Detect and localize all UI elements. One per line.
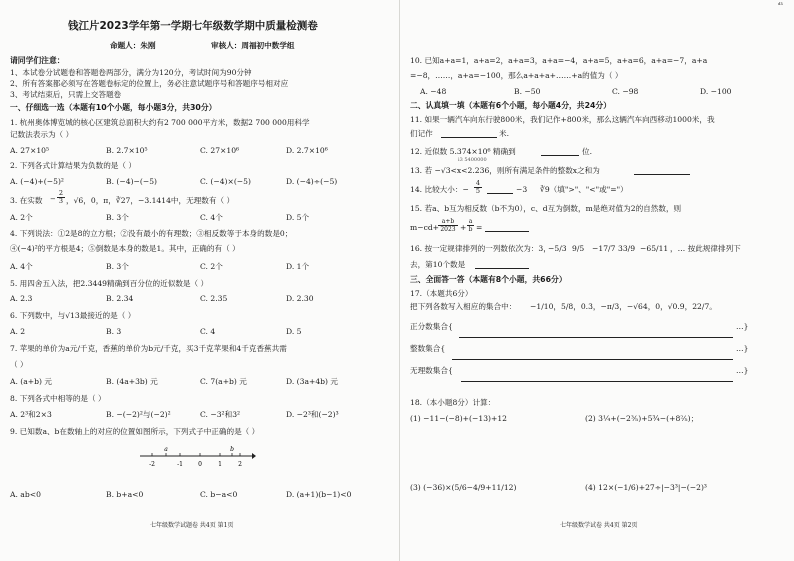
q17-numbers: −1/10，5/8，0.3，−π/3，−√64，0，√0.9，22/7。 (530, 302, 717, 311)
q1-option-c: C. 27×10⁶ (200, 146, 240, 155)
section1-title: 一、仔细选一选（本题有10个小题，每小题3分，共30分） (10, 103, 217, 112)
q15-fraction-2: a b (468, 218, 473, 233)
number-line-ticks (149, 446, 242, 468)
set-irrationals-label: 无理数集合{ (410, 366, 453, 375)
q1-option-a: A. 27×10⁵ (10, 146, 50, 155)
q18-part-4: (4) 12×(−1/6)+27÷|−3³|−(−2)³ (585, 483, 707, 492)
q11-answer-blank[interactable] (441, 137, 497, 138)
number-line (138, 444, 256, 468)
q15-plus: + (460, 223, 467, 232)
q7-stem-2: （ ） (10, 360, 28, 369)
notice-1: 1、本试卷分试题卷和答题卷两部分，满分为120分，考试时间为90分钟 (10, 68, 252, 77)
page-fold (399, 0, 400, 561)
q8-option-a: A. 2³和2×3 (10, 410, 52, 419)
q10-line-1: 10. 已知a+a=1，a+a=2，a+a=3，a+a=−4，a+a=5，a+a=6，a+a=−7，a+a (410, 56, 708, 65)
set-positive-fractions-blank[interactable] (459, 337, 733, 338)
q12-text-a: 12. 近似数 5.374×10⁶ 精确到 (410, 147, 516, 156)
q5-option-c: C. 2.35 (200, 294, 228, 303)
section3-title: 三、全面答一答（本题有8个小题，共66分） (410, 275, 567, 284)
q16-answer-blank[interactable] (475, 268, 529, 269)
right-page-footer: 七年级数学试卷 共4页 第2页 (560, 522, 638, 529)
number-line-label: 2 (238, 461, 242, 468)
q3-option-d: D. 5个 (286, 213, 310, 222)
q4-stem-2: ④(−4)²的平方根是4；⑤倒数是本身的数是1。其中，正确的有（ ） (10, 244, 240, 253)
q16-seq-5: −65/11 (640, 244, 669, 253)
q18-head: 18.（本小题8分）计算： (410, 398, 496, 407)
q16-seq-1: −5/3 (548, 244, 567, 253)
q6-option-c: C. 4 (200, 327, 216, 336)
q8-option-c: C. −3²和3² (200, 410, 241, 419)
q4-option-b: B. 3个 (106, 262, 129, 271)
q2-option-a: A. (−4)+(−5)² (10, 177, 64, 186)
q2-stem: 2. 下列各式计算结果为负数的是（ ） (10, 161, 136, 170)
q15-text-b: m−cd+ (410, 223, 440, 232)
q6-option-a: A. 2 (10, 327, 26, 336)
number-line-label: 0 (198, 461, 202, 468)
q14-fraction: 4 5 (475, 179, 481, 195)
q14-text-c: ∛9（填">"、"<"或"="） (540, 185, 628, 194)
number-line-label: -2 (149, 461, 155, 468)
q12-answer-blank[interactable] (541, 155, 579, 156)
q5-option-b: B. 2.34 (106, 294, 134, 303)
exam-title: 钱江片2023学年第一学期七年级数学期中质量检测卷 (68, 20, 318, 32)
q4-option-a: A. 4个 (10, 262, 33, 271)
q14-answer-blank[interactable] (487, 193, 513, 194)
q17-stem: 把下列各数写入相应的集合中： (410, 302, 517, 311)
notice-3: 3、考试结束后，只需上交答题卷 (10, 90, 122, 99)
set-integers-blank[interactable] (452, 359, 733, 360)
q15-fraction-1: a+b 2023 (438, 218, 458, 233)
q2-option-b: B. (−4)−(−5) (106, 177, 158, 186)
set-positive-fractions-label: 正分数集合{ (410, 322, 453, 331)
q16-seq-4: 33/9 (618, 244, 636, 253)
q13-text: 13. 若 −√3<x<2.236，则所有满足条件的整数x之和为 (410, 166, 600, 175)
q5-stem: 5. 用四舍五入法，把2.3449精确到百分位的近似数是（ ） (10, 279, 209, 288)
number-line-label: a (164, 446, 168, 453)
q7-option-c: C. 7(a+b) 元 (200, 377, 247, 386)
q9-option-c: C. b−a<0 (200, 490, 238, 499)
set-positive-fractions-end: …} (736, 322, 749, 331)
q7-stem: 7. 苹果的单价为a元/千克，香蕉的单价为b元/千克，买3千克苹果和4千克香蕉共需 (10, 344, 287, 353)
q9-stem: 9. 已知数a、b在数轴上的对应的位置如图所示，下列式子中正确的是（ ） (10, 427, 260, 436)
q1-option-b: B. 2.7×10⁵ (106, 146, 148, 155)
number-line-label: 1 (218, 461, 222, 468)
reviewer: 审核人：周福初中数学组 (211, 41, 295, 50)
q12-text-b: 位. (582, 147, 593, 156)
q4-option-c: C. 2个 (200, 262, 223, 271)
q16-text-a: 16. 按一定规律排列的一列数依次为：3， (410, 244, 551, 253)
notice-2: 2、所有答案都必须写在答题卷标定的位置上，务必注意试题序号和答题序号相对应 (10, 79, 289, 88)
set-integers-end: …} (736, 344, 749, 353)
left-page-footer: 七年级数学试题卷 共4页 第1页 (150, 522, 234, 529)
q6-option-d: D. 5 (286, 327, 302, 336)
q4-stem: 4. 下列说法：①2是8的立方根；②没有最小的有理数；③相反数等于本身的数是0； (10, 229, 293, 238)
q8-option-b: B. −(−2)²与(−2)² (106, 410, 171, 419)
q4-option-d: D. 1个 (286, 262, 310, 271)
q8-option-d: D. −2³和(−2)³ (286, 410, 339, 419)
q1-stem: 1. 杭州奥体博览城的核心区建筑总面积大约有2 700 000平方米，数据2 700 000用科学 (10, 118, 310, 127)
q7-option-d: D. (3a+4b) 元 (286, 377, 338, 386)
q10-option-c: C. −98 (612, 87, 639, 96)
q7-option-a: A. (a+b) 元 (10, 377, 52, 386)
q5-option-d: D. 2.30 (286, 294, 314, 303)
q8-stem: 8. 下列各式中相等的是（ ） (10, 394, 106, 403)
number-line-label: -1 (177, 461, 183, 468)
q16-seq-3: −17/7 (592, 244, 616, 253)
q15-line-1: 15. 若a、b互为相反数（b不为0），c、d互为倒数，m是绝对值为2的自然数，则 (410, 204, 682, 213)
q3-option-b: B. 3个 (106, 213, 129, 222)
set-irrationals-blank[interactable] (461, 381, 733, 382)
q6-stem: 6. 下列数中，与√13最接近的是（ ） (10, 311, 136, 320)
q15-equals: = (476, 223, 483, 232)
q14-text-b: −3 (516, 185, 528, 194)
corner-mark: ᵈ³ (778, 2, 783, 9)
q5-option-a: A. 2.3 (10, 294, 33, 303)
author: 命题人：朱刚 (110, 41, 156, 50)
q16-text-b: ，… 按此规律排列下 (670, 244, 741, 253)
number-line-arrow (252, 453, 256, 459)
q7-option-b: B. (4a+3b) 元 (106, 377, 158, 386)
q13-answer-blank[interactable] (634, 174, 690, 175)
q16-text-c: 去，第10个数是 (410, 260, 466, 269)
q11-line-1: 11. 如果一辆汽车向东行驶800米，我们记作+800米，那么这辆汽车向西移动1000米，我 (410, 115, 715, 124)
section2-title: 二、认真填一填（本题有6个小题，每小题4分，共24分） (410, 101, 612, 110)
q3-fraction: 2 3 (58, 189, 64, 205)
set-integers-label: 整数集合{ (410, 344, 446, 353)
q9-option-a: A. ab<0 (10, 490, 41, 499)
q14-text-a: 14. 比较大小：− (410, 185, 469, 194)
q1-option-d: D. 2.7×10⁶ (286, 146, 328, 155)
q17-head: 17.（本题共6分） (410, 289, 473, 298)
q11-line-2b: 米. (499, 129, 510, 138)
q12-handwritten-note: i3 5400000 (458, 157, 487, 163)
q10-line-2: =−8，……，a+a=−100，那么a+a+a+……+a的值为（ ） (410, 71, 623, 80)
q15-answer-blank[interactable] (485, 231, 529, 232)
q3-stem-b: ，√6，0，π，∛27，−3.1414中，无理数有（ ） (66, 196, 235, 205)
q3-stem-a: 3. 在实数 (10, 196, 43, 205)
q2-option-d: D. (−4)÷(−5) (286, 177, 338, 186)
notice-heading: 请同学们注意： (10, 56, 65, 65)
q1-stem-2: 记数法表示为（ ） (10, 130, 74, 139)
q11-line-2a: 们记作 (410, 129, 433, 138)
q6-option-b: B. 3 (106, 327, 122, 336)
q2-option-c: C. (−4)×(−5) (200, 177, 251, 186)
q3-option-a: A. 2个 (10, 213, 33, 222)
q3-minus: − (50, 195, 56, 203)
q3-option-c: C. 4个 (200, 213, 223, 222)
number-line-label: b (230, 446, 234, 453)
q10-option-b: B. −50 (514, 87, 541, 96)
q9-option-b: B. b+a<0 (106, 490, 144, 499)
q18-part-1: (1) −11−(−8)+(−13)+12 (410, 414, 508, 423)
q9-option-d: D. (a+1)(b−1)<0 (286, 490, 352, 499)
q18-part-3: (3) (−36)×(5/6−4/9+11/12) (410, 483, 517, 492)
q18-part-2: (2) 3¼+(−2⅗)+5¾−(+8⅖)； (585, 414, 699, 423)
q10-option-a: A. −48 (420, 87, 447, 96)
q10-option-d: D. −100 (700, 87, 732, 96)
set-irrationals-end: …} (736, 366, 749, 375)
q16-seq-2: 9/5 (572, 244, 585, 253)
